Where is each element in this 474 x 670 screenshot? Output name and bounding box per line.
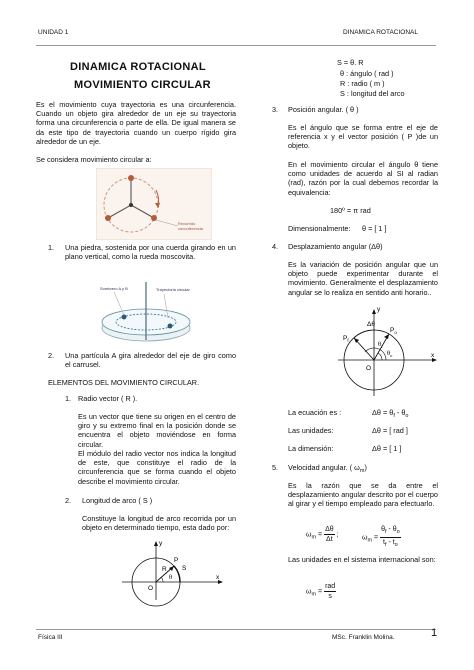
position-paragraph-2: En el movimiento circular el ángulo θ tiene como unidades de acuerdo al SI al radian (rad), razón por la cual debemos recordar la equivalencia: bbox=[288, 160, 438, 197]
definition-radius: R : radio ( m ) bbox=[340, 79, 385, 88]
arc-s bbox=[174, 566, 180, 582]
theta-f-label: $\theta_f$ bbox=[378, 341, 383, 349]
angular-displacement-figure bbox=[334, 302, 444, 398]
x-label: x bbox=[216, 574, 220, 581]
si-units-text: Las unidades en el sistema internacional son: bbox=[288, 555, 436, 564]
theta-o-label: $\theta_o$ bbox=[387, 350, 393, 358]
displacement-heading: Desplazamiento angular (Δθ) bbox=[288, 242, 383, 251]
figure-label: Sombrero A y B bbox=[100, 286, 128, 291]
origin-label: O bbox=[366, 365, 372, 372]
y-label: y bbox=[377, 306, 381, 313]
units-value: Δθ = [ rad ] bbox=[372, 426, 408, 435]
center-point bbox=[129, 203, 133, 207]
definition-arc: S : longitud del arco bbox=[340, 89, 405, 98]
arc-number: 2. bbox=[65, 496, 72, 505]
velocity-paragraph: Es la razón que se da entre el desplazamiento angular descrito por el cuerpo al girar y el tiempo empleado para efectuarlo. bbox=[288, 481, 438, 509]
carousel-figure bbox=[94, 278, 216, 346]
stone bbox=[128, 175, 134, 181]
dimension-value: Δθ = [ 1 ] bbox=[372, 444, 402, 453]
velocity-heading: Velocidad angular. ( $\omega_m$) bbox=[288, 463, 367, 474]
item1-text: Una piedra, sostenida por una cuerda girando en un plano vertical, como la rueda moscovita. bbox=[65, 243, 236, 262]
velocity-number: 5. bbox=[272, 463, 279, 472]
figure-label: Trayectoria circular bbox=[156, 287, 190, 292]
position-heading: Posición angular. ( θ ) bbox=[288, 105, 359, 114]
radio-heading: Radio vector ( R ). bbox=[78, 394, 138, 403]
figure-label: Recorrido bbox=[178, 221, 196, 226]
dimension-label: La dimensión: bbox=[288, 444, 334, 453]
header-topic: DINAMICA ROTACIONAL bbox=[343, 29, 419, 36]
particle-b bbox=[168, 324, 173, 329]
dimension-label: Dimensionalmente: bbox=[288, 224, 351, 233]
arc-paragraph: Constituye la longitud de arco recorrida por un objeto en determinado tiempo, esta dado por: bbox=[82, 514, 236, 533]
velocity-units-formula: $\omega_m$ = $\frac{\text{rad}}{s}$ bbox=[306, 583, 336, 601]
radio-paragraph: Es un vector que tiene su origen en el centro de giro y su extremo final en la posición donde se encuentra el objeto moviéndose en forma circular. bbox=[78, 412, 236, 449]
velocity-formula-explicit: $\omega_m$ = $\frac{\theta_f - \theta_o}{t_f - t_o}$ bbox=[362, 526, 400, 549]
radio-paragraph-2: El módulo del radio vector nos indica la longitud de este, que constituye el radio de la circunferencia que se forma cuando el objeto describe el movimiento circular. bbox=[78, 449, 236, 486]
main-title: DINAMICA ROTACIONAL bbox=[70, 61, 206, 73]
stone bbox=[105, 215, 111, 221]
figure-label: circunferencia bbox=[178, 226, 203, 231]
definition-theta: θ : ángulo ( rad ) bbox=[340, 69, 394, 78]
elements-heading: ELEMENTOS DEL MOVIMIENTO CIRCULAR. bbox=[48, 378, 200, 387]
footer-rule bbox=[36, 629, 436, 630]
y-arrow bbox=[372, 309, 376, 314]
section-title: MOVIMIENTO CIRCULAR bbox=[74, 79, 211, 91]
page-number: 1 bbox=[431, 627, 438, 639]
point-pf-label: $P_f$ bbox=[343, 335, 349, 343]
position-number: 3. bbox=[272, 105, 279, 114]
particle-a bbox=[122, 315, 127, 320]
wheel-figure bbox=[96, 168, 212, 240]
displacement-paragraph: Es la variación de posición angular que un objeto puede experimentar durante el movimiento. Generalmente el desplazamiento angular se lo realiza en sentido anti horario.. bbox=[288, 260, 438, 297]
arc-heading: Longitud de arco ( S ) bbox=[82, 496, 153, 505]
theta-label: θ bbox=[169, 574, 173, 581]
item2-text: Una partícula A gira alrededor del eje de giro como el carrusel. bbox=[65, 351, 236, 370]
equation-label: La ecuación es : bbox=[288, 408, 342, 417]
item1-number: 1. bbox=[48, 243, 55, 252]
y-arrow bbox=[154, 541, 158, 546]
equation-value: $\Delta\theta = \theta_f - \theta_o$ bbox=[372, 408, 409, 419]
consider-line: Se considera movimiento circular a: bbox=[36, 155, 152, 164]
angle-arc bbox=[161, 577, 163, 582]
dimension-value: θ = [ 1 ] bbox=[362, 224, 387, 233]
footer-author: MSc. Franklin Molina. bbox=[332, 634, 395, 641]
point-p-label: P bbox=[174, 557, 179, 564]
displacement-number: 4. bbox=[272, 242, 279, 251]
intro-paragraph: Es el movimiento cuya trayectoria es una circunferencia. Cuando un objeto gira alrededor de un eje su trayectoria forma una circunferencia o parte de ella. De igual manera se da este tipo de trayectoria cuando un cuerpo rígido gira alrededor de un eje. bbox=[36, 100, 236, 146]
units-label: Las unidades: bbox=[288, 426, 334, 435]
delta-theta-label: Δθ bbox=[367, 321, 375, 328]
x-label: x bbox=[431, 352, 435, 359]
item2-number: 2. bbox=[48, 351, 55, 360]
header-rule bbox=[36, 45, 436, 46]
origin-label: O bbox=[148, 585, 154, 592]
point-po-label: $P_o$ bbox=[390, 327, 397, 335]
header-unit: UNIDAD 1 bbox=[38, 29, 69, 36]
footer-course: Física III bbox=[38, 634, 63, 641]
position-paragraph: Es el ángulo que se forma entre el eje de referencia x y el vector posición ( P )de un objeto. bbox=[288, 123, 438, 151]
arc-label: S bbox=[182, 565, 187, 572]
theta-o-arc bbox=[378, 353, 382, 360]
radius-label: R bbox=[162, 566, 167, 573]
y-label: y bbox=[159, 540, 163, 547]
arc-length-figure bbox=[116, 538, 226, 610]
velocity-formula-delta: $\omega_m$ = $\frac{\Delta\theta}{\Delta t}$ ; bbox=[306, 526, 339, 544]
radio-number: 1. bbox=[65, 394, 72, 403]
arc-formula: S = θ. R bbox=[337, 58, 364, 67]
equivalence-formula: 180º = π rad bbox=[330, 206, 371, 215]
vector-arrow bbox=[384, 334, 389, 339]
